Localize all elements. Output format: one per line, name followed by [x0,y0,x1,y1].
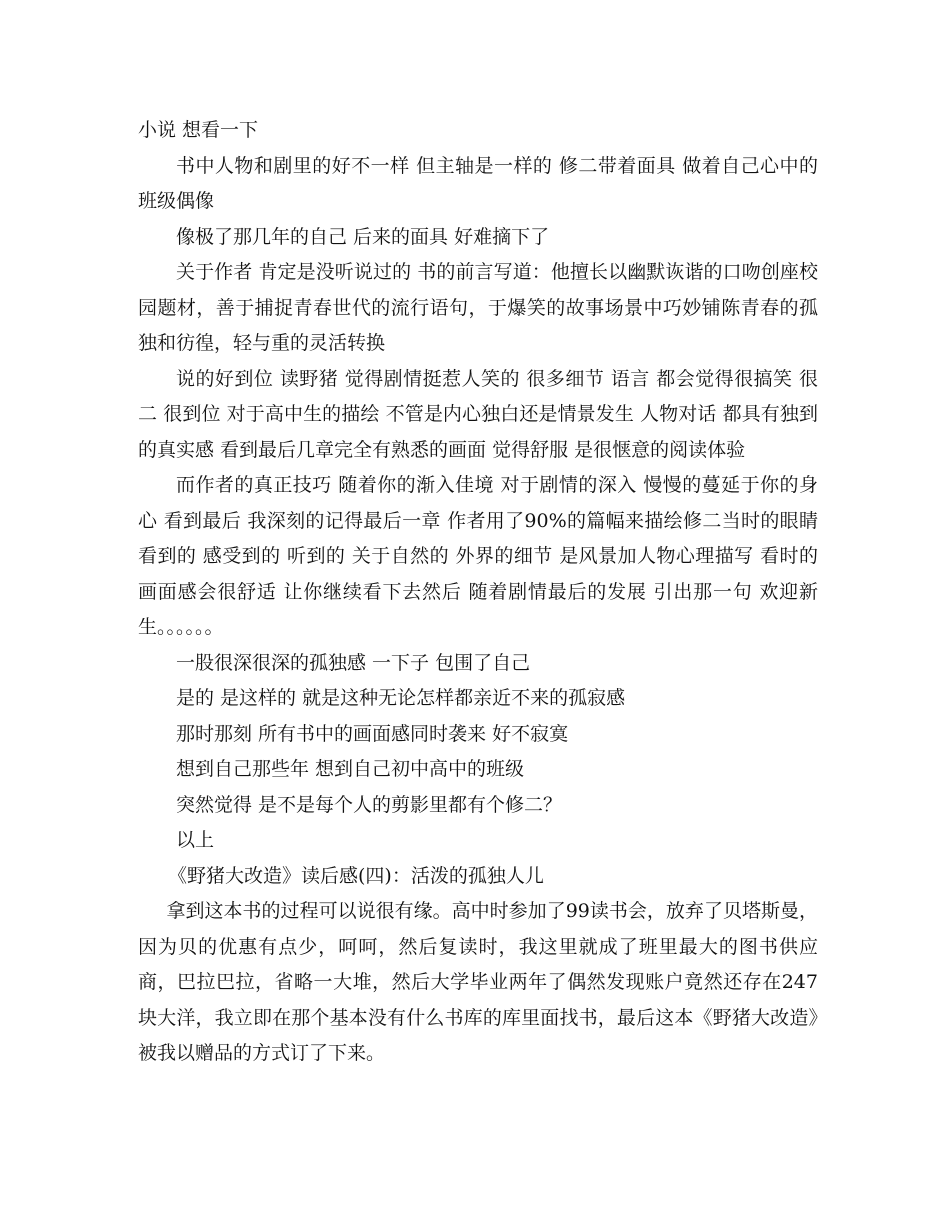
paragraph-8: 是的 是这样的 就是这种无论怎样都亲近不来的孤寂感 [176,687,626,709]
paragraph-10: 想到自己那些年 想到自己初中高中的班级 [176,758,525,780]
paragraph-2: 书中人物和剧里的好不一样 但主轴是一样的 修二带着面具 做着自己心中的班级偶像 [138,154,818,212]
paragraph-4: 关于作者 肯定是没听说过的 书的前言写道：他擅长以幽默诙谐的口吻创座校园题材，善于捕捉青春世代的流行语句，于爆笑的故事场景中巧妙铺陈青春的孤独和彷徨，轻与重的灵活转换 [138,261,818,354]
paragraph-6: 而作者的真正技巧 随着你的渐入佳境 对于剧情的深入 慢慢的蔓延于你的身心 看到最后 我深刻的记得最后一章 作者用了90%的篇幅来描绘修二当时的眼睛看到的 感受到的 听到的 关于自然的 外界的细节 是风景加人物心理描写 看时的画面感会很舒适 让你继续看下去然后 随着剧情最后的发展 引出那一句 欢迎新生。。。。。。 [138,474,818,638]
body-paragraph: 拿到这本书的过程可以说很有缘。高中时参加了99读书会，放弃了贝塔斯曼，因为贝的优惠有点少，呵呵，然后复读时，我这里就成了班里最大的图书供应商，巴拉巴拉，省略一大堆，然后大学毕业两年了偶然发现账户竟然还存在247块大洋，我立即在那个基本没有什么书库的库里面找书，最后这本《野猪大改造》被我以赠品的方式订了下来。 [138,900,818,1064]
paragraph-11: 突然觉得 是不是每个人的剪影里都有个修二？ [176,793,563,816]
section-title: 《野猪大改造》读后感(四)：活泼的孤独人儿 [168,864,544,887]
paragraph-1: 小说 想看一下 [138,119,259,141]
paragraph-7: 一股很深很深的孤独感 一下子 包围了自己 [176,651,531,674]
document-page [138,113,818,1072]
paragraph-9: 那时那刻 所有书中的画面感同时袭来 好不寂寞 [176,722,569,745]
paragraph-3: 像极了那几年的自己 后来的面具 好难摘下了 [176,225,550,248]
paragraph-12: 以上 [176,829,215,851]
paragraph-5: 说的好到位 读野猪 觉得剧情挺惹人笑的 很多细节 语言 都会觉得很搞笑 很二 很到位 对于高中生的描绘 不管是内心独白还是情景发生 人物对话 都具有独到的真实感 看到最后几章完全有熟悉的画面 觉得舒服 是很惬意的阅读体验 [138,367,818,461]
